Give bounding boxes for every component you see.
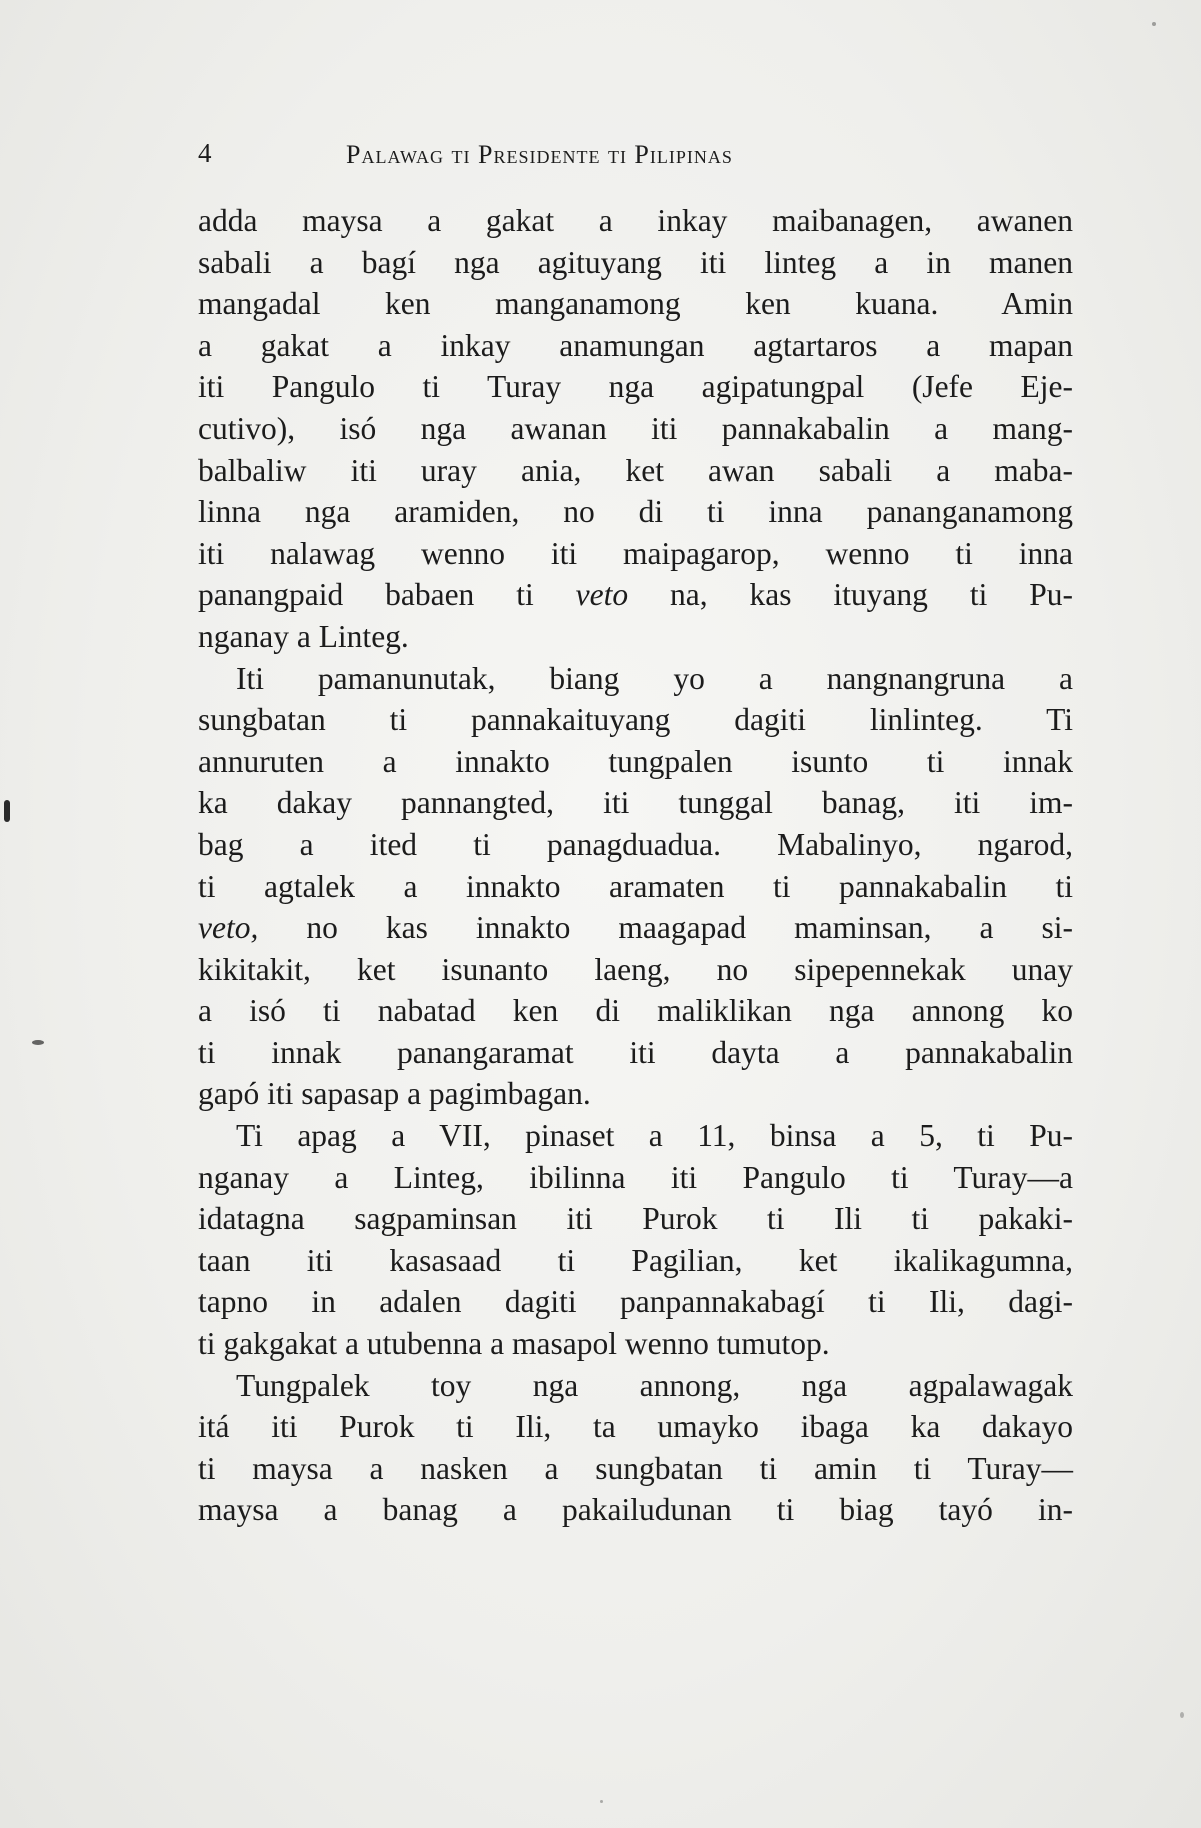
text-line: sungbatan ti pannakaituyang dagiti linlinteg. Ti — [198, 702, 1073, 738]
text-line: nganay a Linteg. — [198, 618, 409, 654]
text-line: taan iti kasasaad ti Pagilian, ket ikalikagumna, — [198, 1242, 1073, 1278]
text-line: bag a ited ti panagduadua. Mabalinyo, ngarod, — [198, 826, 1073, 862]
text-line: ti innak panangaramat iti dayta a pannakabalin — [198, 1034, 1073, 1070]
text-line: tapno in adalen dagiti panpannakabagí ti Ili, dagi- — [198, 1284, 1073, 1320]
scan-speck — [32, 1040, 44, 1045]
text-line: idatagna sagpaminsan iti Purok ti Ili ti pakaki- — [198, 1201, 1073, 1237]
text-line: iti Pangulo ti Turay nga agipatungpal (Jefe Eje- — [198, 369, 1073, 405]
text-line: nganay a Linteg, ibilinna iti Pangulo ti Turay—a — [198, 1159, 1073, 1195]
text-line: mangadal ken manganamong ken kuana. Amin — [198, 286, 1073, 322]
text-line — [198, 907, 1073, 949]
italic-term: veto — [575, 577, 629, 613]
body-text — [198, 200, 1073, 1531]
text-line — [198, 574, 1073, 616]
italic-term: veto, — [198, 910, 259, 946]
text-line: linna nga aramiden, no di ti inna pananganamong — [198, 494, 1073, 530]
running-head — [198, 138, 1068, 178]
text-line: ti agtalek a innakto aramaten ti pannakabalin ti — [198, 868, 1073, 904]
text-line: ka dakay pannangted, iti tunggal banag, iti im- — [198, 785, 1073, 821]
text-line: annuruten a innakto tungpalen isunto ti innak — [198, 743, 1073, 779]
text-line: ti maysa a nasken a sungbatan ti amin ti Turay— — [198, 1450, 1073, 1486]
text-run: panangpaid babaen ti — [198, 577, 576, 613]
text-line: ti gakgakat a utubenna a masapol wenno tumutop. — [198, 1326, 830, 1362]
text-line: a gakat a inkay anamungan agtartaros a mapan — [198, 327, 1073, 363]
text-line: kikitakit, ket isunanto laeng, no sipepennekak unay — [198, 951, 1073, 987]
scan-speck — [4, 800, 10, 822]
text-line: gapó iti sapasap a pagimbagan. — [198, 1076, 591, 1112]
text-line: Iti pamanunutak, biang yo a nangnangruna a — [236, 660, 1073, 696]
text-run: na, kas ituyang ti Pu- — [628, 577, 1073, 613]
scan-speck — [600, 1800, 603, 1803]
text-line: Ti apag a VII, pinaset a 11, binsa a 5, ti Pu- — [236, 1118, 1073, 1154]
text-line: balbaliw iti uray ania, ket awan sabali a maba- — [198, 452, 1073, 488]
scan-speck — [1180, 1712, 1184, 1718]
text-line: itá iti Purok ti Ili, ta umayko ibaga ka dakayo — [198, 1409, 1073, 1445]
page-number: 4 — [198, 138, 212, 168]
text-line: maysa a banag a pakailudunan ti biag tayó in- — [198, 1492, 1073, 1528]
text-run: no kas innakto maagapad maminsan, a si- — [258, 910, 1073, 946]
text-line: sabali a bagí nga agituyang iti linteg a in manen — [198, 244, 1073, 280]
scan-speck — [1152, 22, 1156, 26]
text-line: iti nalawag wenno iti maipagarop, wenno ti inna — [198, 535, 1073, 571]
text-line: cutivo), isó nga awanan iti pannakabalin a mang- — [198, 410, 1073, 446]
text-line: a isó ti nabatad ken di maliklikan nga annong ko — [198, 993, 1073, 1029]
running-head-title: Palawag ti Presidente ti Pilipinas — [346, 140, 733, 169]
text-line: adda maysa a gakat a inkay maibanagen, awanen — [198, 203, 1073, 238]
text-line: Tungpalek toy nga annong, nga agpalawagak — [236, 1367, 1073, 1403]
